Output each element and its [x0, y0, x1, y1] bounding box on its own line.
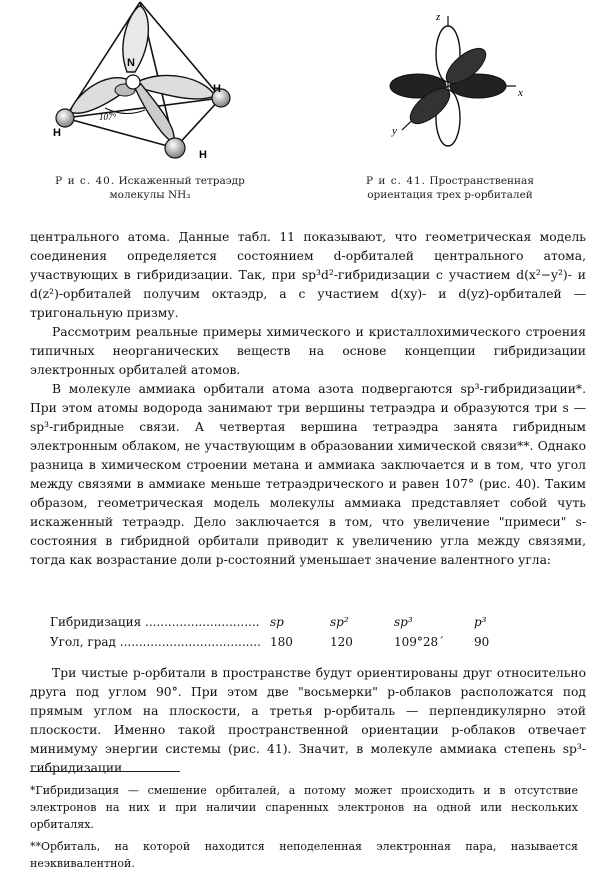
figure-41-caption [340, 174, 560, 202]
footnote-2: **Орбиталь, на которой находится неподеленная электронная пара, называется неэквивалентной. [30, 840, 578, 870]
paragraph-1: центрального атома. Данные табл. 11 показывают, что геометрическая модель соединения определяется состоянием d-орбиталей центрального атома, участвующих в гибридизации. Так, при sp³d²-гибридизации с участием d(x²−y²)- и d(z²)-орбиталей получим октаэдр, а с участием d(xy)- и d(yz)-орбиталей — тригональную призму. [30, 230, 586, 320]
body-text-continued [30, 664, 586, 778]
figure-41-caption-label: Р и с. 41. [366, 175, 427, 187]
table-cell: 180 [270, 635, 293, 649]
atom-h-label: H [213, 83, 221, 95]
atom-h-label: H [199, 149, 207, 161]
paragraph-3: В молекуле аммиака орбитали атома азота подвергаются sp³-гибридизации*. При этом атомы водорода занимают три вершины тетраэдра и образуются три s — sp³-гибридные связи. А четвертая вершина тетраэдра занята гибридным электронным облаком, не участвующим в образовании химической связи**. Однако разница в химическом строении метана и аммиака заключается и в том, что угол между связями в аммиаке меньше тетраэдрического и равен 107° (рис. 40). Таким образом, геометрическая модель молекулы аммиака представляет собой чуть искаженный тетраэдр. Дело заключается в том, что увеличение "примеси" s-состояния в гибридной орбитали приводит к увеличению угла между связями, тогда как возрастание доли p-состояний уменьшает значение валентного угла: [30, 382, 586, 567]
figure-40-caption-line2: молекулы NH₃ [109, 189, 191, 201]
axis-y-label: y [392, 125, 397, 137]
figure-40-nh3-tetrahedron [45, 0, 245, 170]
table-cell: 90 [474, 635, 490, 649]
table-cell: 109°28´ [394, 635, 445, 649]
hybridization-table [50, 612, 514, 652]
body-text [30, 228, 586, 570]
figure-41-p-orbitals [378, 6, 528, 156]
atom-n-label: N [127, 57, 135, 69]
table-row [50, 632, 514, 652]
footnote-divider [30, 771, 180, 772]
row-label: Гибридизация .............................. [50, 615, 260, 629]
atom-h-label: H [53, 127, 61, 139]
figure-41-caption-line2: ориентация трех p-орбиталей [367, 189, 533, 201]
footnote-1: *Гибридизация — смешение орбиталей, а потому может происходить и в отсутствие электронов на них и при наличии спаренных электронов на одной или нескольких орбиталях. [30, 784, 578, 831]
axis-x-label: x [518, 87, 523, 99]
table-cell: sp [270, 615, 284, 629]
table-cell: 120 [330, 635, 353, 649]
table-row [50, 612, 514, 632]
paragraph-4: Три чистые p-орбитали в пространстве будут ориентированы друг относительно друга под углом 90°. При этом две "восьмерки" p-облаков расположатся под прямым углом на плоскости, а третья p-орбиталь — перпендикулярно этой плоскости. Именно такой пространственной ориентации p-облаков отвечает минимуму энергии системы (рис. 41). Значит, в молекуле аммиака степень sp³-гибридизации [30, 666, 586, 775]
row-label: Угол, град ..................................... [50, 635, 261, 649]
table-cell: p³ [474, 615, 487, 629]
figure-40-caption [45, 174, 255, 202]
angle-label: 107° [99, 112, 117, 122]
figure-40-caption-line1: Искаженный тетраэдр [118, 175, 245, 187]
axis-z-label: z [436, 11, 441, 23]
table-cell: sp³ [394, 615, 413, 629]
table-cell: sp² [330, 615, 349, 629]
figure-40-caption-label: Р и с. 40. [55, 175, 116, 187]
figure-41-caption-line1: Пространственная [429, 175, 534, 187]
paragraph-2: Рассмотрим реальные примеры химического и кристаллохимического строения типичных неорганических веществ на основе концепции гибридизации электронных орбиталей атомов. [30, 325, 586, 377]
